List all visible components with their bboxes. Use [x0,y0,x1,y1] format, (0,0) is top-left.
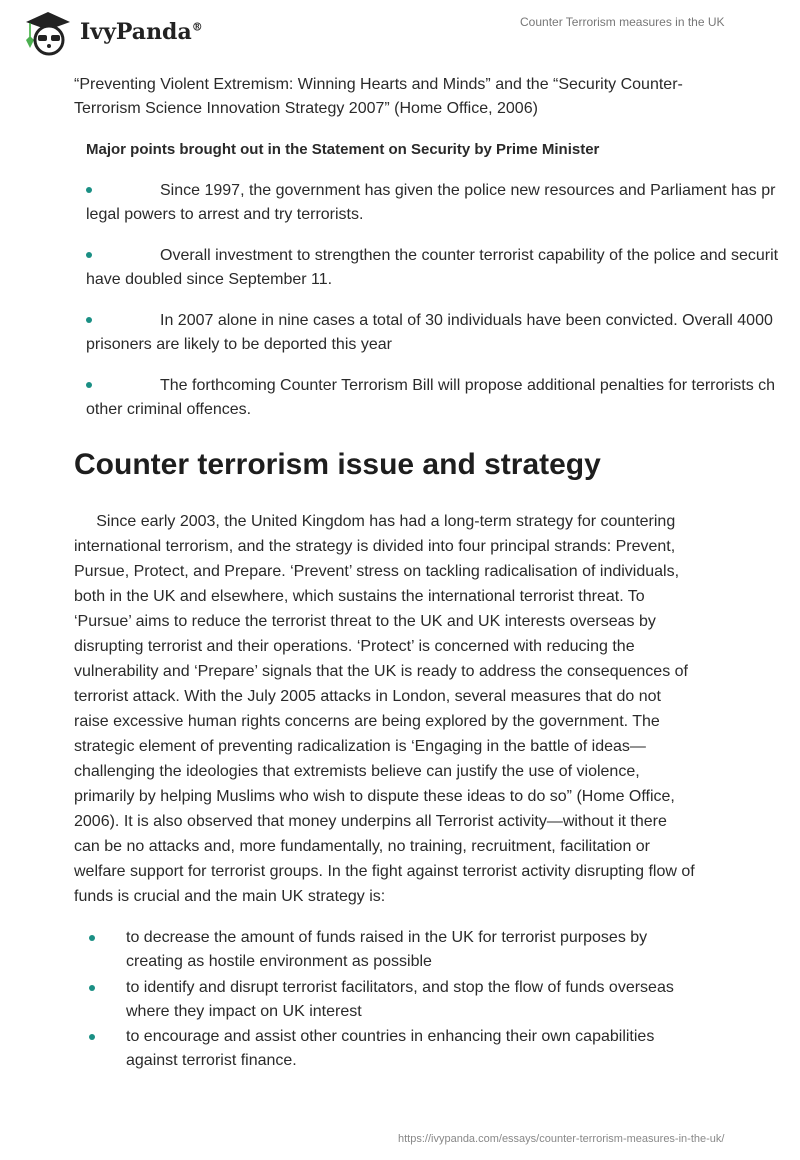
paragraph-line: strategic element of preventing radicalization is ‘Engaging in the battle of ideas— [74,738,646,755]
point-line: In 2007 alone in nine cases a total of 30 individuals have been convicted. Overall 4000 [160,312,773,329]
strategy-line: creating as hostile environment as possible [126,953,432,970]
paragraph-line: challenging the ideologies that extremists believe can justify the use of violence, [74,763,640,780]
point-line: legal powers to arrest and try terrorists. [86,206,364,223]
paragraph-line: both in the UK and elsewhere, which sustains the international terrorist threat. To [74,588,645,605]
paragraph-line: Pursue, Protect, and Prepare. ‘Prevent’ stress on tackling radicalisation of individuals, [74,563,680,580]
bullet-icon [89,1034,95,1040]
strategy-line: to decrease the amount of funds raised in the UK for terrorist purposes by [126,929,648,946]
registered-mark: ® [191,20,203,34]
paragraph-line: raise excessive human rights concerns are being explored by the government. The [74,713,660,730]
paragraph-line: terrorist attack. With the July 2005 attacks in London, several measures that do not [74,688,661,705]
strategy-line: against terrorist finance. [126,1052,297,1069]
point-line: Since 1997, the government has given the police new resources and Parliament has pr [160,182,776,199]
paragraph-line: ‘Pursue’ aims to reduce the terrorist threat to the UK and UK interests overseas by [74,613,656,630]
bullet-icon [89,985,95,991]
point-line: have doubled since September 11. [86,271,333,288]
logo[interactable] [18,8,203,56]
bullet-icon [86,252,92,258]
paragraph-line: primarily by helping Muslims who wish to dispute these ideas to do so” (Home Office, [74,788,675,805]
bullet-icon [86,382,92,388]
paragraph-line: 2006). It is also observed that money underpins all Terrorist activity—without it there [74,813,667,830]
bullet-icon [86,187,92,193]
bullet-icon [89,935,95,941]
logo-text: IvyPanda [80,19,192,45]
paragraph-line: Since early 2003, the United Kingdom has had a long-term strategy for countering [74,513,676,530]
paragraph-line: welfare support for terrorist groups. In the fight against terrorist activity disrupting flow of [74,863,695,880]
point-line: Overall investment to strengthen the counter terrorist capability of the police and securit [160,247,779,264]
bullet-icon [86,317,92,323]
paragraph-line: international terrorism, and the strategy is divided into four principal strands: Prevent, [74,538,676,555]
paragraph-line: disrupting terrorist and their operations. ‘Protect’ is concerned with reducing the [74,638,635,655]
intro-line: “Preventing Violent Extremism: Winning Hearts and Minds” and the “Security Counter- [74,76,683,93]
point-line: other criminal offences. [86,401,252,418]
document-title: Counter Terrorism measures in the UK [520,15,725,29]
paragraph-line: can be no attacks and, more fundamentally, no training, recruitment, facilitation or [74,838,651,855]
subheading: Major points brought out in the Statement on Security by Prime Minister [86,141,600,158]
paragraph-line: funds is crucial and the main UK strategy is: [74,888,386,905]
strategy-line: to encourage and assist other countries in enhancing their own capabilities [126,1028,655,1045]
intro-line: Terrorism Science Innovation Strategy 2007” (Home Office, 2006) [74,100,538,117]
section-heading: Counter terrorism issue and strategy [74,448,601,481]
point-line: The forthcoming Counter Terrorism Bill will propose additional penalties for terrorists ch [160,377,776,394]
paragraph-line: vulnerability and ‘Prepare’ signals that the UK is ready to address the consequences of [74,663,688,680]
point-line: prisoners are likely to be deported this year [86,336,392,353]
source-url[interactable]: https://ivypanda.com/essays/counter-terrorism-measures-in-the-uk/ [398,1133,725,1145]
panda-logo-icon [18,8,74,56]
strategy-line: to identify and disrupt terrorist facilitators, and stop the flow of funds overseas [126,978,674,996]
strategy-line: where they impact on UK interest [126,1002,362,1020]
